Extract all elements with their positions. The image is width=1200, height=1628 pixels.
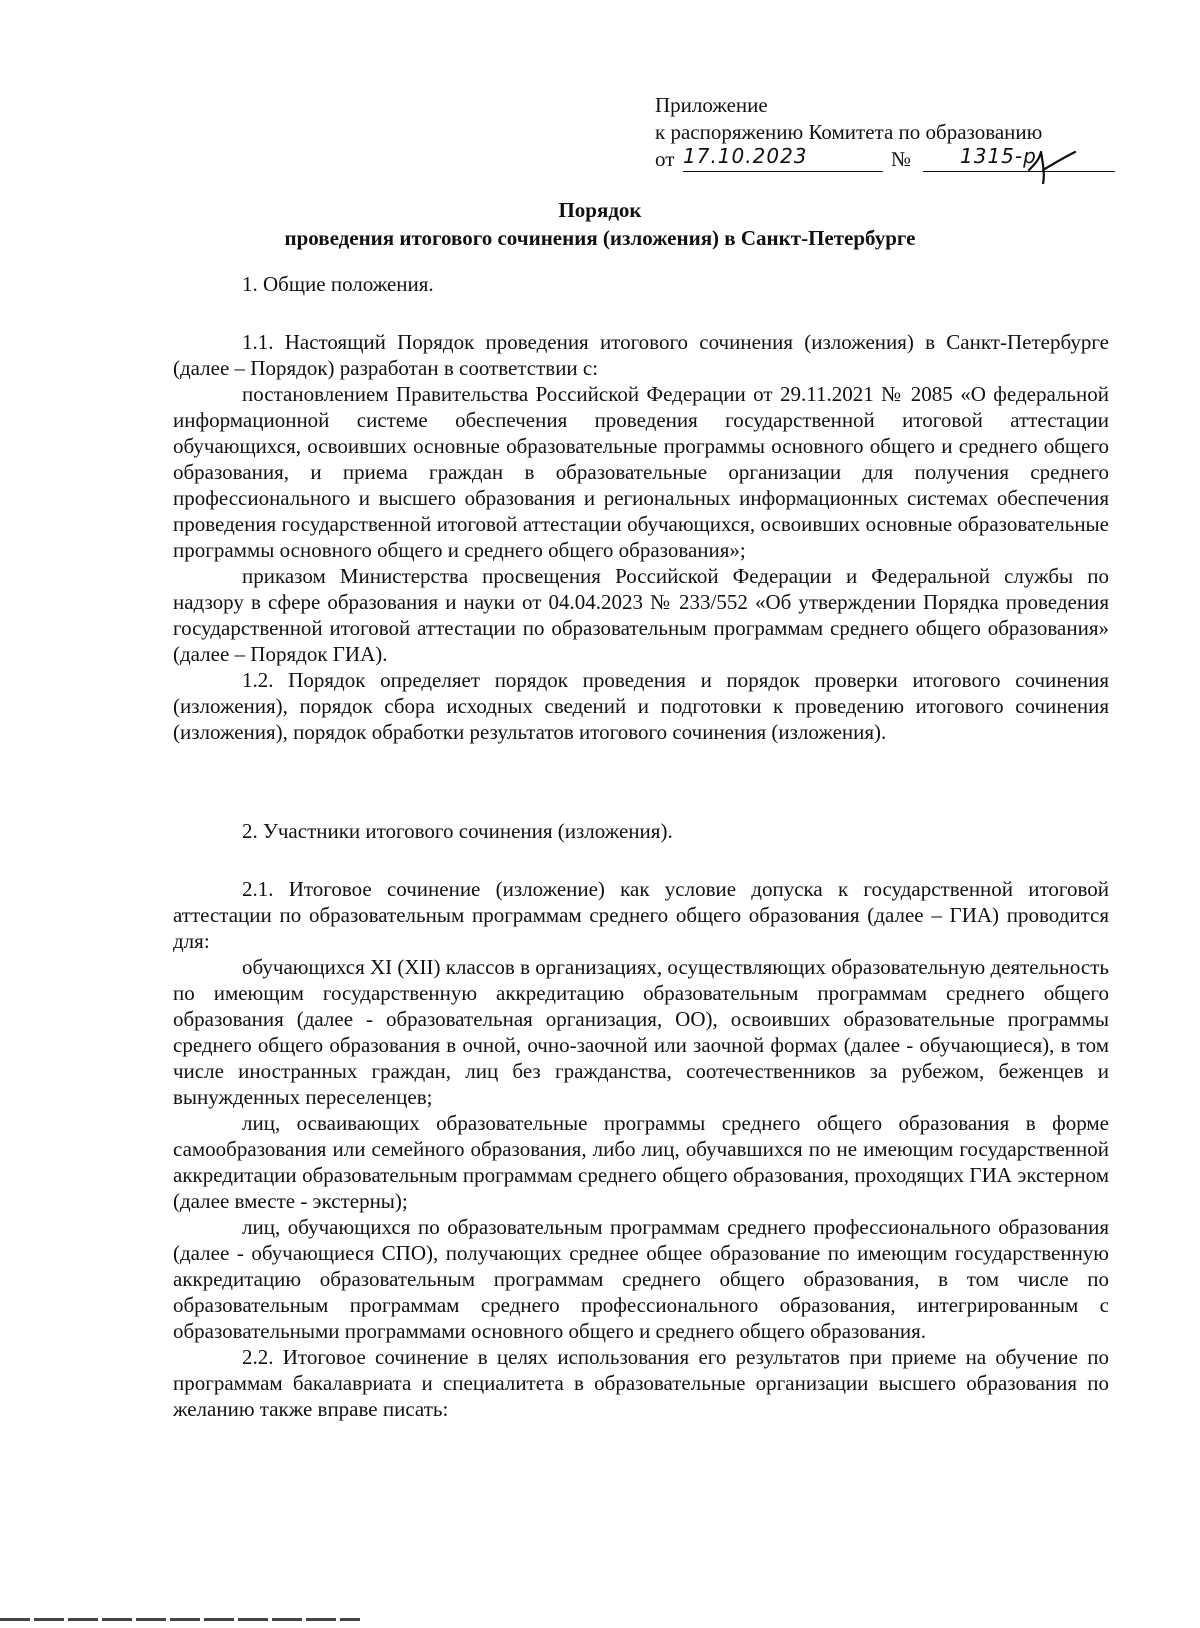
scan-edge-divider	[0, 1618, 360, 1621]
section-2-heading: 2. Участники итогового сочинения (изложения).	[242, 819, 673, 843]
paragraph-1-1: 1.1. Настоящий Порядок проведения итогового сочинения (изложения) в Санкт-Петербурге (далее – Порядок) разработан в соответствии с:	[173, 330, 1109, 380]
section-1-heading: 1. Общие положения.	[242, 272, 434, 296]
appendix-header	[655, 92, 1115, 174]
section-2	[173, 818, 1109, 844]
handwritten-number: 1315-р	[960, 144, 1037, 168]
section-2-body	[173, 876, 1109, 1422]
appendix-label: Приложение	[655, 93, 768, 117]
paragraph-2-1-external: лиц, осваивающих образовательные программы среднего общего образования в форме самообразования или семейного образования, либо лиц, обучавшихся по не имеющим государственной аккредитации образовательным программам среднего общего образования, проходящих ГИА экстерном (далее вместе - экстерны);	[173, 1111, 1109, 1213]
number-prefix: №	[891, 147, 912, 171]
document-subtitle: проведения итогового сочинения (изложения) в Санкт-Петербурге	[284, 226, 916, 250]
section-1	[173, 271, 1109, 297]
section-1-body	[173, 329, 1109, 745]
paragraph-2-1-spo: лиц, обучающихся по образовательным программам среднего профессионального образования (далее - обучающиеся СПО), получающих среднее общее образование по имеющим государственную аккредитацию образовательным программам среднего общего образования, в том числе по образовательным программам среднего профессионального образования, интегрированным с образовательными программами основного общего и среднего общего образования.	[173, 1215, 1109, 1343]
number-underline	[923, 171, 1115, 172]
appendix-order-ref: к распоряжению Комитета по образованию	[655, 120, 1043, 144]
date-prefix: от	[655, 147, 675, 171]
paragraph-1-2: 1.2. Порядок определяет порядок проведения и порядок проверки итогового сочинения (изложения), порядок сбора исходных сведений и подготовки к проведению итогового сочинения (изложения), порядок обработки результатов итогового сочинения (изложения).	[173, 668, 1109, 744]
handwritten-date: 17.10.2023	[683, 144, 808, 168]
handwritten-stroke-icon	[1023, 140, 1083, 184]
paragraph-1-1-order: приказом Министерства просвещения Российской Федерации и Федеральной службы по надзору в сфере образования и науки от 04.04.2023 № 233/552 «Об утверждении Порядка проведения государственной итоговой аттестации по образовательным программам среднего общего образования» (далее – Порядок ГИА).	[173, 564, 1109, 666]
paragraph-1-1-decree: постановлением Правительства Российской Федерации от 29.11.2021 № 2085 «О федеральной информационной системе обеспечения проведения государственной итоговой аттестации обучающихся, освоивших основные образовательные программы основного общего и среднего общего образования, и приема граждан в образовательные организации для получения среднего профессионального и высшего образования и региональных информационных системах обеспечения проведения государственной итоговой аттестации обучающихся, освоивших основные образовательные программы основного общего и среднего общего образования»;	[173, 382, 1109, 562]
paragraph-2-2: 2.2. Итоговое сочинение в целях использования его результатов при приеме на обучение по программам бакалавриата и специалитета в образовательные организации высшего образования по желанию также вправе писать:	[173, 1345, 1109, 1421]
document-title: Порядок	[558, 198, 642, 222]
order-date-number-line	[655, 146, 1115, 174]
date-underline	[683, 171, 883, 172]
paragraph-2-1-students: обучающихся XI (XII) классов в организациях, осуществляющих образовательную деятельность по имеющим государственную аккредитацию образовательным программам среднего общего образования (далее - образовательная организация, ОО), освоивших образовательные программы среднего общего образования в очной, очно-заочной или заочной формах (далее - обучающиеся), в том числе иностранных граждан, лиц без гражданства, соотечественников за рубежом, беженцев и вынужденных переселенцев;	[173, 955, 1110, 1109]
paragraph-2-1: 2.1. Итоговое сочинение (изложение) как условие допуска к государственной итоговой аттестации по образовательным программам среднего общего образования (далее – ГИА) проводится для:	[173, 877, 1109, 953]
